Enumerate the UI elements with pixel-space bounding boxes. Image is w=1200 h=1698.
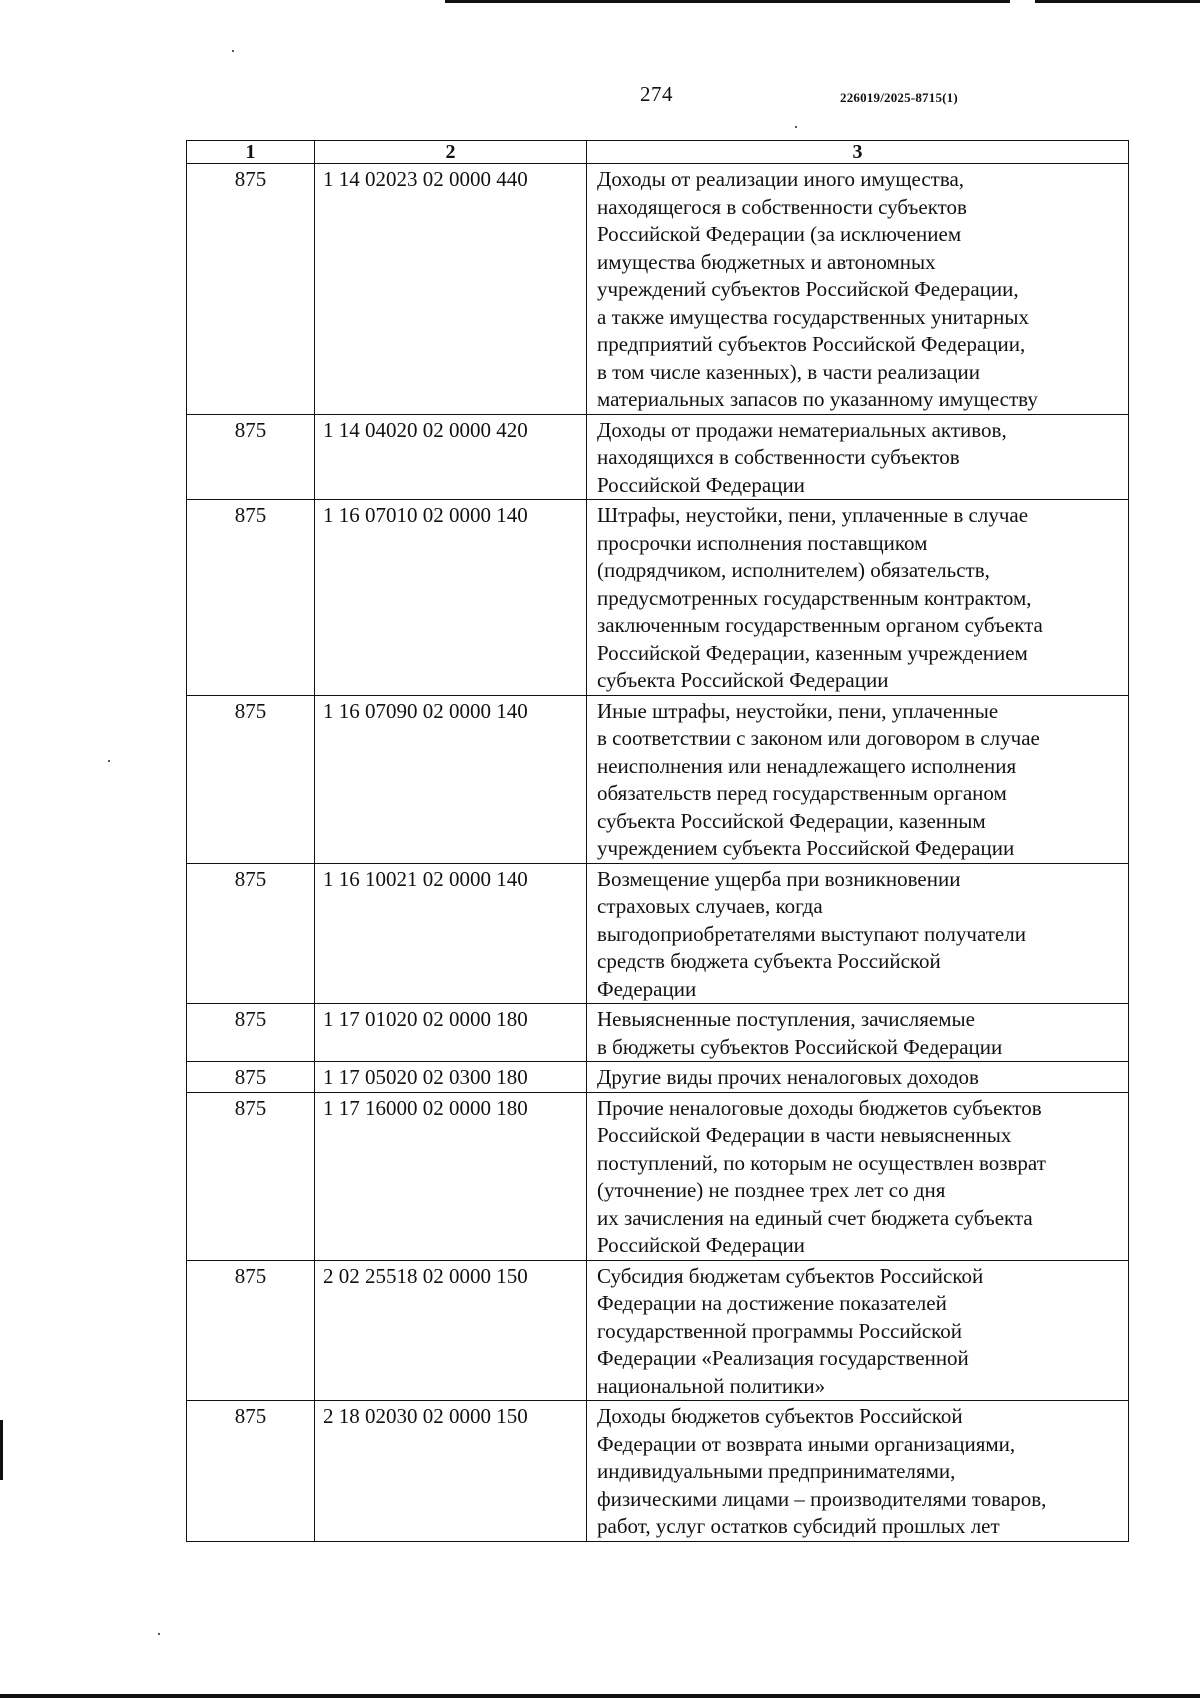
revenue-name-cell: Доходы от реализации иного имущества, находящегося в собственности субъектов Российской Федерации (за исключением имущества бюджетных и автономных учреждений субъектов Российской Федерации, а также имущества государственных унитарных предприятий субъектов Российской Федерации, в том числе казенных), в части реализации материальных запасов по указанному имуществу [587, 164, 1129, 415]
revenue-name-cell: Субсидия бюджетам субъектов Российской Федерации на достижение показателей государственной программы Российской Федерации «Реализация государственной национальной политики» [587, 1260, 1129, 1401]
budget-code-table [186, 140, 1129, 1542]
admin-code-cell: 875 [187, 500, 315, 696]
revenue-name-cell: Штрафы, неустойки, пени, уплаченные в случае просрочки исполнения поставщиком (подрядчиком, исполнителем) обязательств, предусмотренных государственным контрактом, заключенным государственным органом субъекта Российской Федерации, казенным учреждением субъекта Российской Федерации [587, 500, 1129, 696]
revenue-code-cell: 1 16 10021 02 0000 140 [315, 863, 587, 1004]
revenue-code-cell: 1 16 07010 02 0000 140 [315, 500, 587, 696]
revenue-code-cell: 1 14 02023 02 0000 440 [315, 164, 587, 415]
admin-code-cell: 875 [187, 1260, 315, 1401]
header-col-1: 1 [187, 141, 315, 164]
revenue-code-cell: 2 18 02030 02 0000 150 [315, 1401, 587, 1542]
table-row [187, 863, 1129, 1004]
admin-code-cell: 875 [187, 1401, 315, 1542]
header-col-2: 2 [315, 141, 587, 164]
revenue-name-cell: Доходы бюджетов субъектов Российской Федерации от возврата иными организациями, индивидуальными предпринимателями, физическими лицами – производителями товаров, работ, услуг остатков субсидий прошлых лет [587, 1401, 1129, 1542]
scan-edge-left [0, 1420, 3, 1480]
admin-code-cell: 875 [187, 1062, 315, 1093]
revenue-name-cell: Прочие неналоговые доходы бюджетов субъектов Российской Федерации в части невыясненных поступлений, по которым не осуществлен возврат (уточнение) не позднее трех лет со дня их зачисления на единый счет бюджета субъекта Российской Федерации [587, 1092, 1129, 1260]
admin-code-cell: 875 [187, 164, 315, 415]
scan-edge-top [445, 0, 1010, 3]
page-number: 274 [640, 82, 673, 106]
header-col-3: 3 [587, 141, 1129, 164]
table-row [187, 1260, 1129, 1401]
revenue-code-cell: 1 17 05020 02 0300 180 [315, 1062, 587, 1093]
revenue-code-cell: 2 02 25518 02 0000 150 [315, 1260, 587, 1401]
scan-speck [232, 50, 234, 52]
table-header-row [187, 141, 1129, 164]
admin-code-cell: 875 [187, 863, 315, 1004]
table-row [187, 1401, 1129, 1542]
scan-speck [108, 760, 110, 762]
revenue-name-cell: Иные штрафы, неустойки, пени, уплаченные в соответствии с законом или договором в случае неисполнения или ненадлежащего исполнения обязательств перед государственным органом субъекта Российской Федерации, казенным учреждением субъекта Российской Федерации [587, 695, 1129, 863]
revenue-code-cell: 1 17 16000 02 0000 180 [315, 1092, 587, 1260]
revenue-code-cell: 1 16 07090 02 0000 140 [315, 695, 587, 863]
table-row [187, 164, 1129, 415]
revenue-name-cell: Доходы от продажи нематериальных активов, находящихся в собственности субъектов Российской Федерации [587, 414, 1129, 500]
table-row [187, 414, 1129, 500]
admin-code-cell: 875 [187, 1004, 315, 1062]
revenue-name-cell: Возмещение ущерба при возникновении страховых случаев, когда выгодоприобретателями выступают получатели средств бюджета субъекта Российской Федерации [587, 863, 1129, 1004]
table-row [187, 500, 1129, 696]
table-row [187, 1004, 1129, 1062]
revenue-code-cell: 1 14 04020 02 0000 420 [315, 414, 587, 500]
document-id: 226019/2025-8715(1) [840, 90, 958, 105]
scan-edge-top-right [1035, 0, 1200, 3]
revenue-code-cell: 1 17 01020 02 0000 180 [315, 1004, 587, 1062]
scan-edge-bottom [0, 1694, 1200, 1698]
scan-speck [795, 126, 797, 128]
revenue-name-cell: Невыясненные поступления, зачисляемые в бюджеты субъектов Российской Федерации [587, 1004, 1129, 1062]
admin-code-cell: 875 [187, 1092, 315, 1260]
table-row [187, 1062, 1129, 1093]
table-row [187, 695, 1129, 863]
table-row [187, 1092, 1129, 1260]
admin-code-cell: 875 [187, 695, 315, 863]
admin-code-cell: 875 [187, 414, 315, 500]
revenue-name-cell: Другие виды прочих неналоговых доходов [587, 1062, 1129, 1093]
scan-speck [158, 1633, 160, 1635]
